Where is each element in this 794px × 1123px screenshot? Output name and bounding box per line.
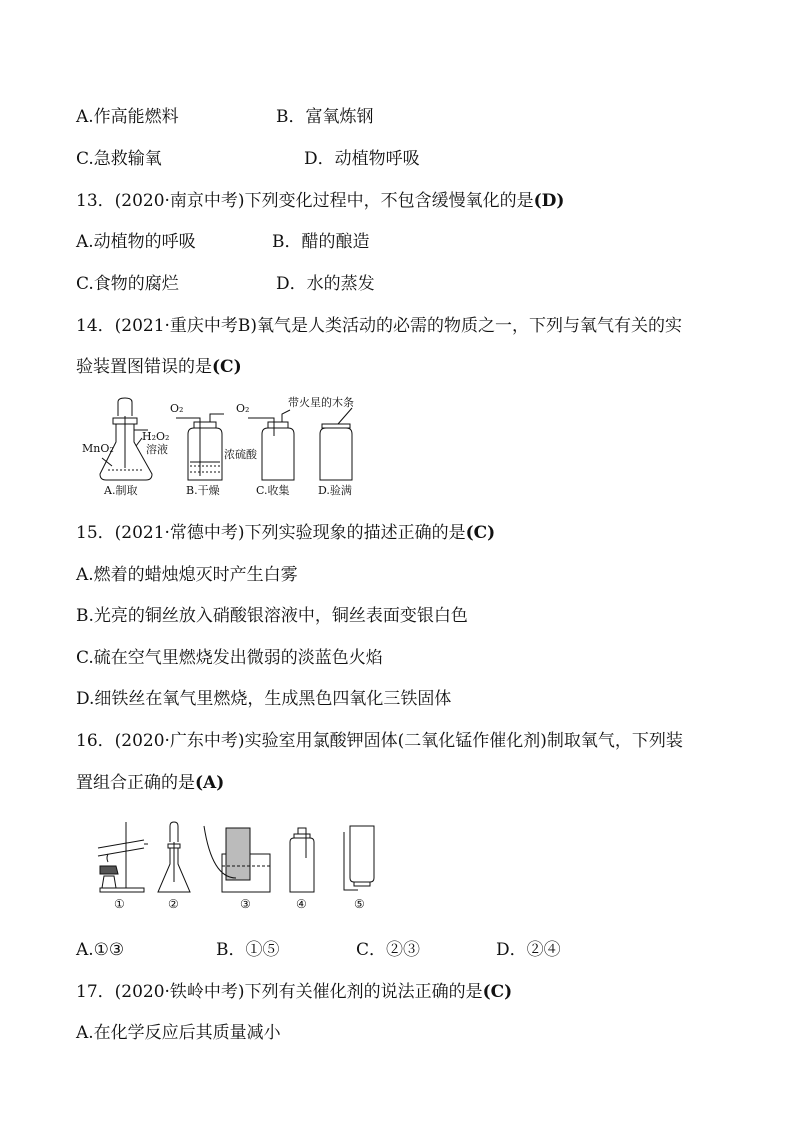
q16-caption-4: ④ xyxy=(296,897,307,911)
q14-label-mno2: MnO₂ xyxy=(82,442,114,455)
q15-answer: (C) xyxy=(465,523,496,543)
q15-option-a: A.燃着的蜡烛熄灭时产生白雾 xyxy=(76,565,298,585)
q13-option-d: D．水的蒸发 xyxy=(276,274,375,294)
q16-option-b: B．①⑤ xyxy=(216,940,280,960)
q14-stem-line2: 验装置图错误的是 xyxy=(76,357,212,377)
q13-answer: (D) xyxy=(533,191,565,211)
q15-option-d: D.细铁丝在氧气里燃烧，生成黑色四氧化三铁固体 xyxy=(76,689,452,709)
q17-stem-line xyxy=(76,981,512,1003)
q15-option-c: C.硫在空气里燃烧发出微弱的淡蓝色火焰 xyxy=(76,648,383,668)
q14-label-conc-acid: 浓硫酸 xyxy=(224,448,257,461)
q14-label-o2-b: O₂ xyxy=(170,402,184,415)
q14-caption-c: C.收集 xyxy=(256,484,290,497)
q16-caption-2: ② xyxy=(168,897,179,911)
q16-answer: (A) xyxy=(195,773,225,793)
q14-label-solution: 溶液 xyxy=(146,443,168,456)
q16-option-c: C．②③ xyxy=(356,940,421,960)
q16-apparatus-4-upright-bottle xyxy=(290,828,314,892)
q14-caption-d: D.验满 xyxy=(318,484,352,497)
q17-stem: 17．(2020·铁岭中考)下列有关催化剂的说法正确的是 xyxy=(76,982,483,1002)
q16-apparatus-2-flask xyxy=(158,822,190,892)
q16-apparatus-3-water-trough xyxy=(204,826,270,892)
q16-apparatus-1-heating xyxy=(98,822,148,892)
q12-option-d: D．动植物呼吸 xyxy=(304,149,420,169)
q16-stem-line2: 置组合正确的是 xyxy=(76,773,195,793)
q15-stem-line xyxy=(76,522,495,544)
q14-collecting-bottle xyxy=(248,410,294,480)
q14-verify-bottle xyxy=(320,408,352,480)
q14-caption-b: B.干燥 xyxy=(186,484,220,497)
q13-stem-line xyxy=(76,190,564,212)
q17-option-a: A.在化学反应后其质量减小 xyxy=(76,1023,281,1043)
q13-option-a: A.动植物的呼吸 xyxy=(76,232,196,252)
q13-option-c: C.食物的腐烂 xyxy=(76,274,179,294)
q13-option-b: B．醋的酿造 xyxy=(272,232,370,252)
q16-option-d: D．②④ xyxy=(496,940,561,960)
q13-stem: 13．(2020·南京中考)下列变化过程中，不包含缓慢氧化的是 xyxy=(76,191,534,211)
q16-stem-line1: 16．(2020·广东中考)实验室用氯酸钾固体(二氧化锰作催化剂)制取氧气，下列装 xyxy=(76,731,683,751)
q14-label-o2-c: O₂ xyxy=(236,402,250,415)
q16-caption-3: ③ xyxy=(240,897,251,911)
q15-stem: 15．(2021·常德中考)下列实验现象的描述正确的是 xyxy=(76,523,466,543)
q16-caption-5: ⑤ xyxy=(354,897,365,911)
q14-stem-line2-wrap xyxy=(76,356,242,378)
q14-drying-bottle xyxy=(176,414,224,480)
q15-option-b: B.光亮的铜丝放入硝酸银溶液中，铜丝表面变银白色 xyxy=(76,606,468,626)
q17-answer: (C) xyxy=(482,982,513,1002)
q14-label-splint: 带火星的木条 xyxy=(288,396,354,409)
q14-caption-a: A.制取 xyxy=(104,484,138,497)
q14-label-h2o2: H₂O₂ xyxy=(142,430,170,443)
q14-apparatus-figure xyxy=(76,396,376,498)
q12-option-a: A.作高能燃料 xyxy=(76,107,179,127)
q14-answer: (C) xyxy=(212,357,242,377)
q14-stem-line1: 14．(2021·重庆中考B)氧气是人类活动的必需的物质之一，下列与氧气有关的实 xyxy=(76,316,683,336)
q16-caption-1: ① xyxy=(114,897,125,911)
q12-option-c: C.急救输氧 xyxy=(76,149,162,169)
q16-apparatus-figure xyxy=(86,818,386,912)
q12-option-b: B．富氧炼钢 xyxy=(276,107,374,127)
q16-apparatus-5-inverted-bottle xyxy=(344,826,374,890)
q16-stem-line2-wrap xyxy=(76,772,224,794)
q16-option-a: A.①③ xyxy=(76,940,125,960)
